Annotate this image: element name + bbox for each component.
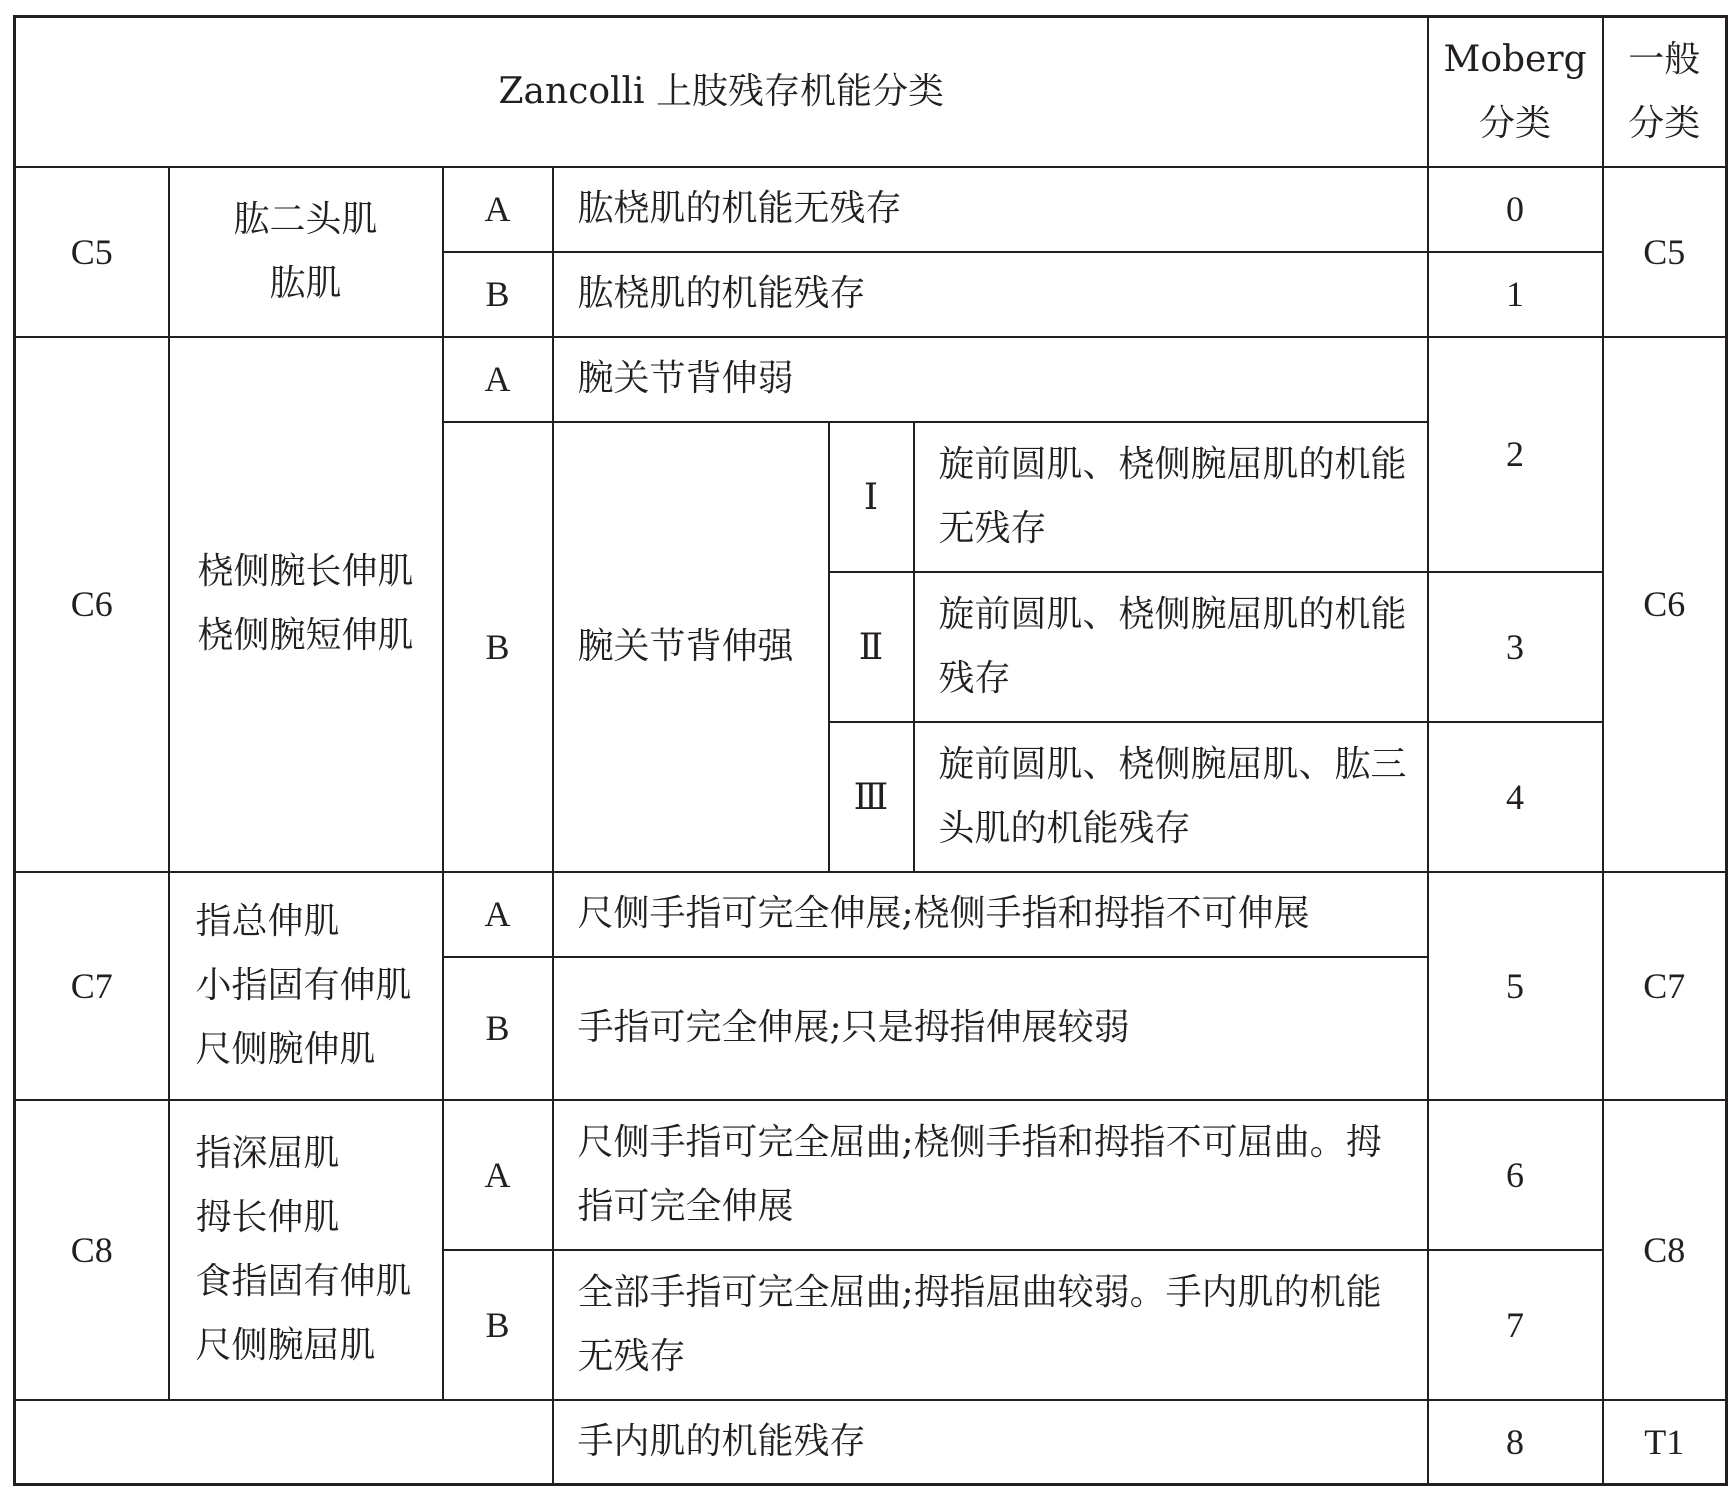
c6-moberg-2: 2 <box>1428 337 1603 572</box>
c6-muscles: 桡侧腕长伸肌 桡侧腕短伸肌 <box>169 337 443 872</box>
t1-desc: 手内肌的机能残存 <box>553 1400 1428 1485</box>
c7-a-desc: 尺侧手指可完全伸展;桡侧手指和拇指不可伸展 <box>553 872 1428 957</box>
c5-grade-b: B <box>443 252 553 337</box>
t1-moberg: 8 <box>1428 1400 1603 1485</box>
c8-a-moberg: 6 <box>1428 1100 1603 1250</box>
c6-grade-b: B <box>443 422 553 872</box>
c6-b-sub1-desc: 旋前圆肌、桡侧腕屈肌的机能无残存 <box>914 422 1428 572</box>
c6-b-sub3-num: Ⅲ <box>829 722 914 872</box>
c5-level: C5 <box>15 167 169 337</box>
c8-level: C8 <box>15 1100 169 1400</box>
c5-muscles: 肱二头肌 肱肌 <box>169 167 443 337</box>
c7-level: C7 <box>15 872 169 1100</box>
c8-grade-b: B <box>443 1250 553 1400</box>
c8-b-desc: 全部手指可完全屈曲;拇指屈曲较弱。手内肌的机能无残存 <box>553 1250 1428 1400</box>
c5-a-moberg: 0 <box>1428 167 1603 252</box>
c5-grade-a: A <box>443 167 553 252</box>
c6-general: C6 <box>1603 337 1727 872</box>
table-row <box>15 872 1727 957</box>
c6-b-sub2-moberg: 3 <box>1428 572 1603 722</box>
c5-general: C5 <box>1603 167 1727 337</box>
c8-muscles: 指深屈肌 拇长伸肌 食指固有伸肌 尺侧腕屈肌 <box>169 1100 443 1400</box>
c7-moberg: 5 <box>1428 872 1603 1100</box>
table-row <box>15 167 1727 252</box>
c6-level: C6 <box>15 337 169 872</box>
c7-b-desc: 手指可完全伸展;只是拇指伸展较弱 <box>553 957 1428 1100</box>
c8-general: C8 <box>1603 1100 1727 1400</box>
table-row <box>15 337 1727 422</box>
c6-b-sub3-moberg: 4 <box>1428 722 1603 872</box>
general-header: 一般 分类 <box>1603 17 1727 167</box>
c6-grade-a: A <box>443 337 553 422</box>
table-row <box>15 1100 1727 1250</box>
c6-b-sub2-num: Ⅱ <box>829 572 914 722</box>
table-title: Zancolli 上肢残存机能分类 <box>15 17 1428 167</box>
c8-grade-a: A <box>443 1100 553 1250</box>
c6-b-sub3-desc: 旋前圆肌、桡侧腕屈肌、肱三头肌的机能残存 <box>914 722 1428 872</box>
c6-a-desc: 腕关节背伸弱 <box>553 337 1428 422</box>
c7-grade-a: A <box>443 872 553 957</box>
c5-a-desc: 肱桡肌的机能无残存 <box>553 167 1428 252</box>
moberg-header: Moberg 分类 <box>1428 17 1603 167</box>
table-row <box>15 1400 1727 1485</box>
header-row <box>15 17 1727 167</box>
c7-grade-b: B <box>443 957 553 1100</box>
c6-b-desc: 腕关节背伸强 <box>553 422 829 872</box>
c8-a-desc: 尺侧手指可完全屈曲;桡侧手指和拇指不可屈曲。拇指可完全伸展 <box>553 1100 1428 1250</box>
t1-empty-cell <box>15 1400 553 1485</box>
c6-b-sub2-desc: 旋前圆肌、桡侧腕屈肌的机能残存 <box>914 572 1428 722</box>
c8-b-moberg: 7 <box>1428 1250 1603 1400</box>
c6-b-sub1-num: Ⅰ <box>829 422 914 572</box>
zancolli-classification-table <box>13 15 1728 1486</box>
c7-muscles: 指总伸肌 小指固有伸肌 尺侧腕伸肌 <box>169 872 443 1100</box>
c5-b-desc: 肱桡肌的机能残存 <box>553 252 1428 337</box>
c7-general: C7 <box>1603 872 1727 1100</box>
t1-general: T1 <box>1603 1400 1727 1485</box>
c5-b-moberg: 1 <box>1428 252 1603 337</box>
